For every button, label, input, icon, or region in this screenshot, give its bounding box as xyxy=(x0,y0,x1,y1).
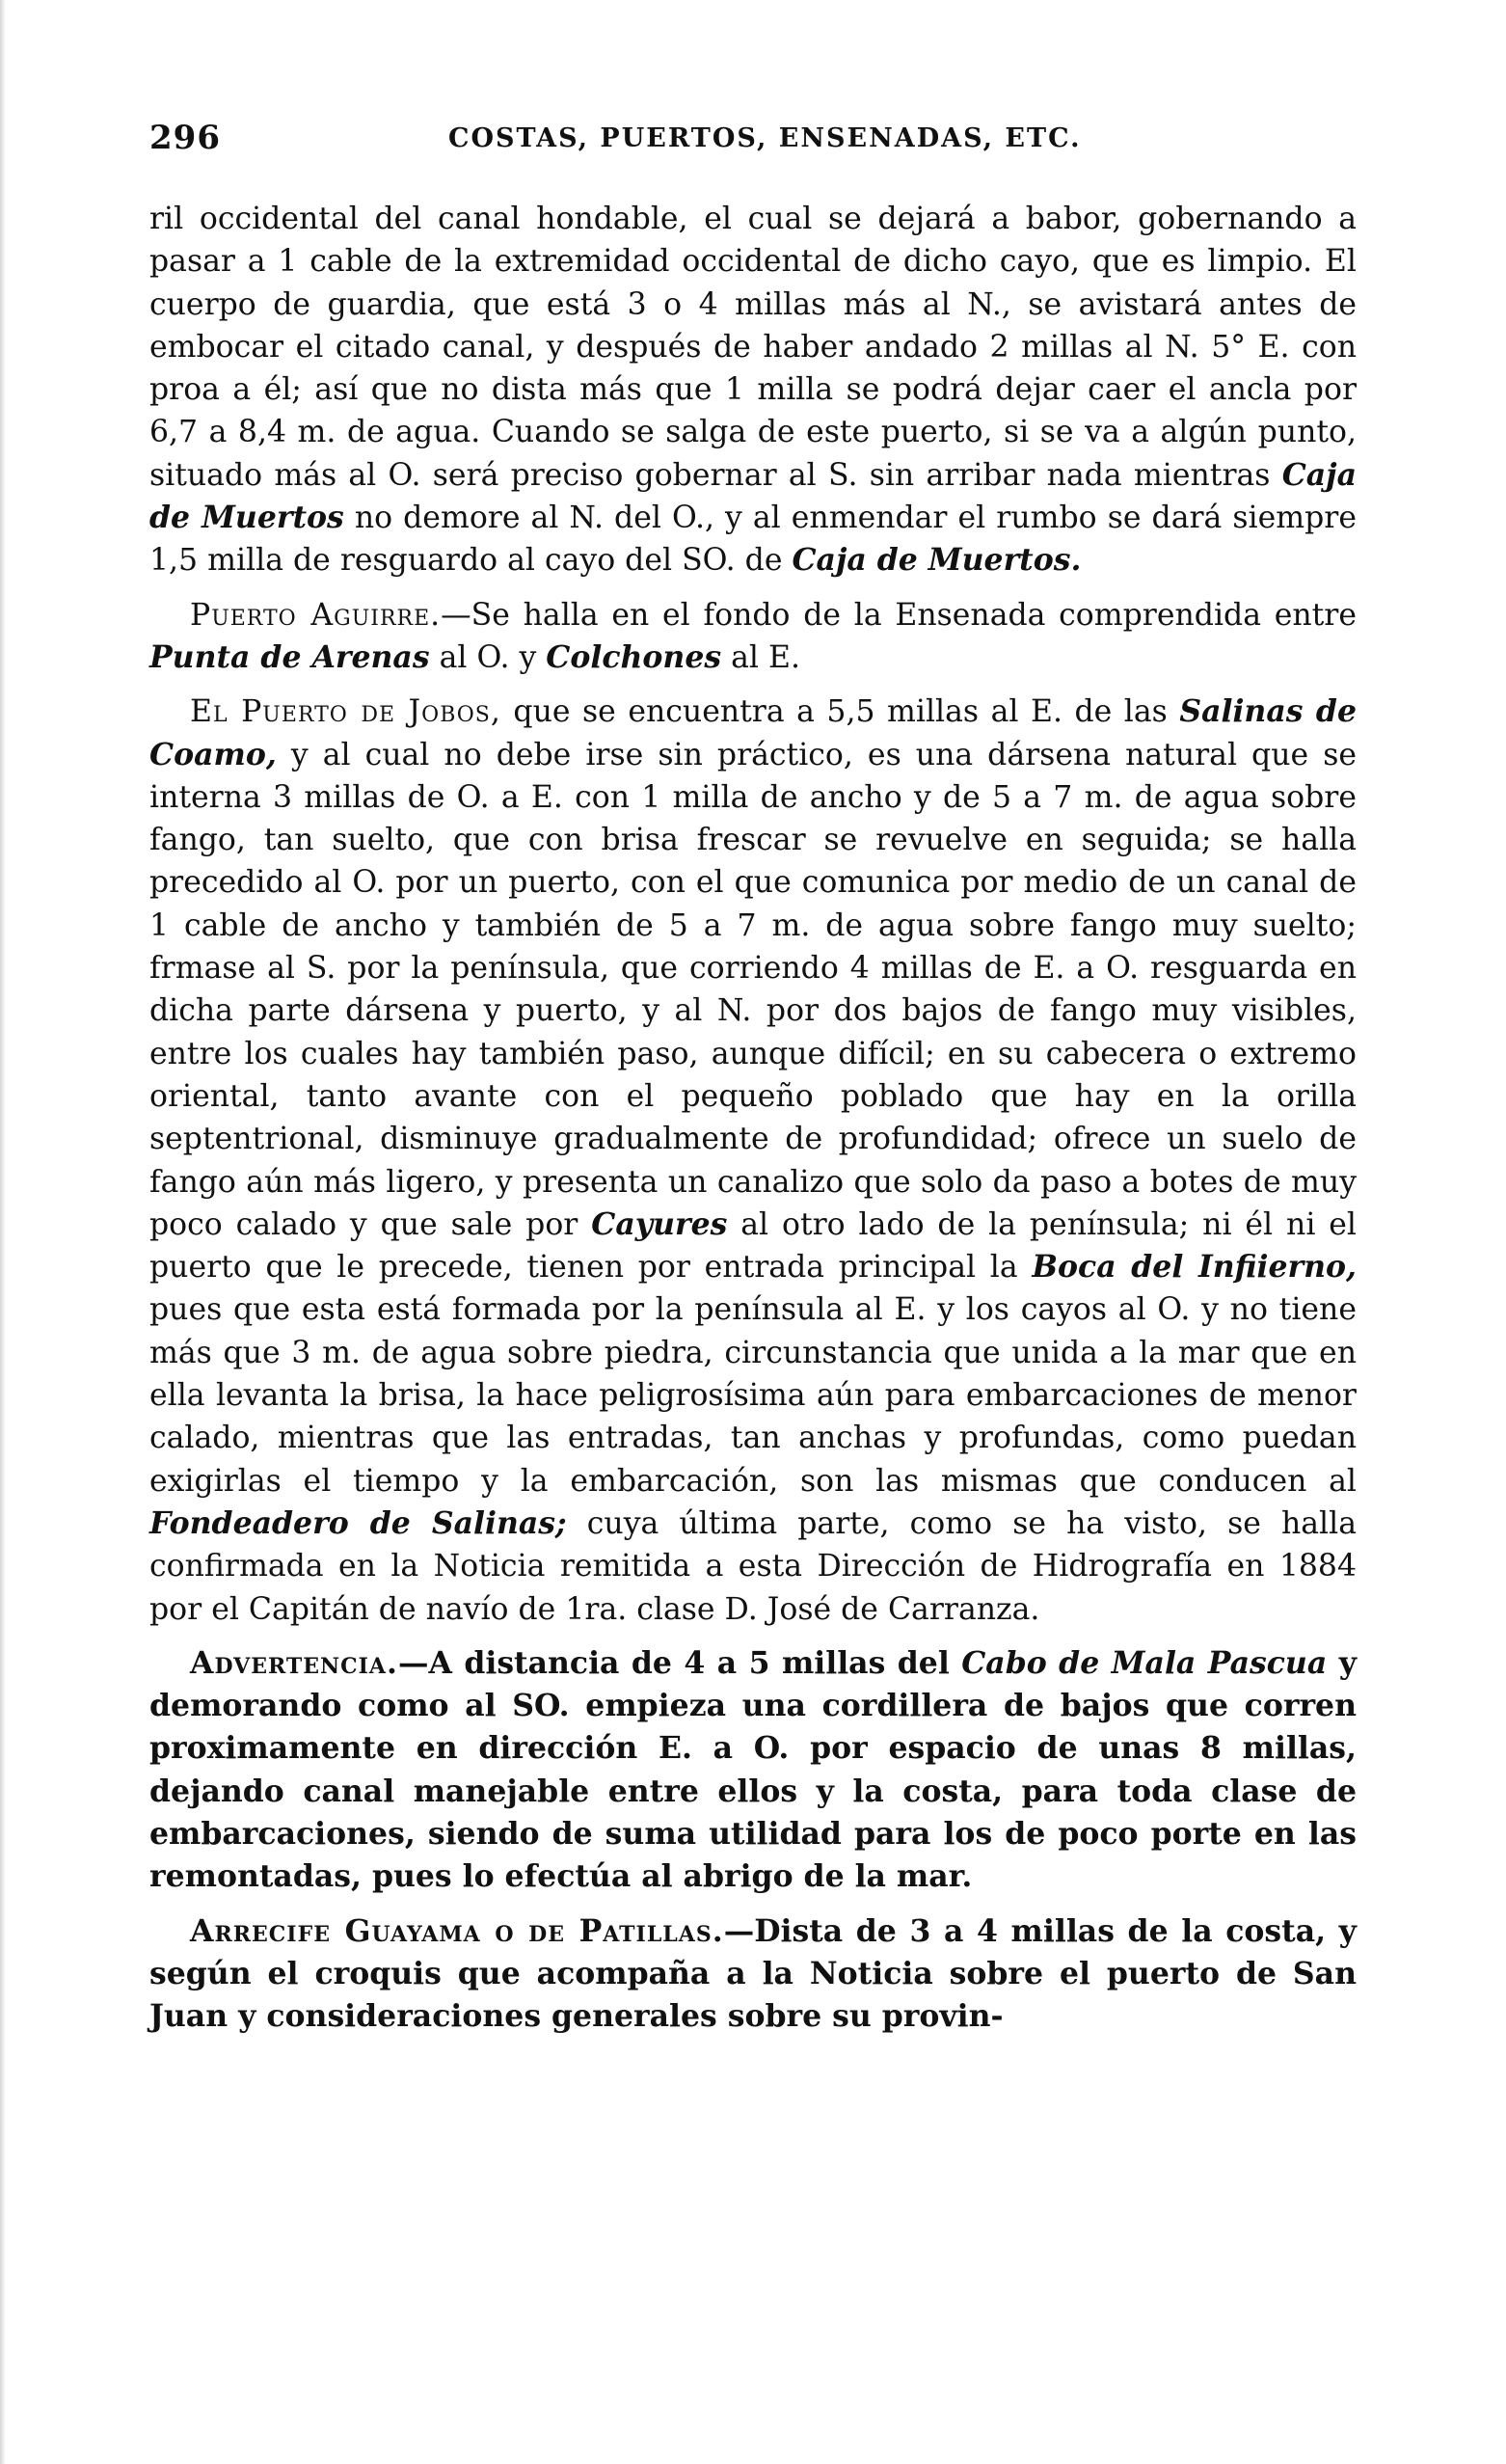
place-name: Colchones xyxy=(546,638,722,675)
place-name: Salinas de Coamo, xyxy=(149,693,1357,772)
section-heading: El Puerto de Jobos, xyxy=(190,694,501,730)
section-heading: Puerto Aguirre. xyxy=(190,597,442,633)
paragraph-text: cuya última parte, como se ha visto, se halla confirmada en la Noticia remitida a esta Dirección de Hidrografía en 1884 por el Capitán de navío de 1ra. clase D. José de Carranza. xyxy=(149,1505,1357,1627)
place-name: Caja de Muertos xyxy=(149,456,1357,536)
paragraph-text: pues que esta está formada por la península al E. y los cayos al O. y no tiene más que 3 m. de agua sobre piedra, circunstancia que unida a la mar que en ella levanta la brisa, la hace peligrosísima aún para embarcaciones de menor calado, mientras que las entradas, tan anchas y profundas, como puedan exigirlas el tiempo y la embarcación, son las mismas que conducen al xyxy=(149,1292,1357,1499)
place-name: Punta de Arenas xyxy=(149,638,430,675)
paragraph-arrecife-guayama xyxy=(149,1910,1357,2039)
place-name: Fondeadero de Salinas; xyxy=(149,1504,567,1541)
running-head: COSTAS, PUERTOS, ENSENADAS, ETC. xyxy=(448,123,1082,153)
section-heading: Arrecife Guayama o de Patillas. xyxy=(190,1912,724,1949)
paragraph-advertencia xyxy=(149,1642,1357,1899)
paragraph-continued xyxy=(149,198,1357,582)
paragraph-text: al O. y xyxy=(439,639,537,675)
paragraph-puerto-jobos xyxy=(149,690,1357,1631)
place-name: Boca del Infiierno, xyxy=(1032,1249,1358,1286)
paragraph-text: que se encuentra a 5,5 millas al E. de las xyxy=(513,694,1168,730)
paragraph-text: —Dista de 3 a 4 millas de la costa, y según el croquis que acompaña a la Noticia sobre el puerto de San Juan y consideraciones generales sobre su provin- xyxy=(149,1912,1357,2035)
page-header xyxy=(149,111,1357,169)
paragraph-text: al otro lado de la península; ni él ni el puerto que le precede, tienen por entrada principal la xyxy=(149,1206,1358,1286)
scan-edge-shadow xyxy=(0,0,6,2464)
page-number: 296 xyxy=(149,119,221,157)
place-name: Cayures xyxy=(591,1205,728,1242)
body-text xyxy=(149,198,1357,2038)
paragraph-text: no demore al N. del O., y al enmendar el rumbo se dará siempre 1,5 milla de resguardo al cayo del SO. de xyxy=(149,501,1357,579)
place-name: Caja de Muertos. xyxy=(792,542,1082,579)
paragraph-text: y al cual no debe irse sin práctico, es una dársena natural que se interna 3 millas de O. a E. con 1 milla de ancho y de 5 a 7 m. de agua sobre fango, tan suelto, que con brisa frescar se revuelve en seguida; se halla precedido al O. por un puerto, con el que comunica por medio de un canal de 1 cable de ancho y también de 5 a 7 m. de agua sobre fango muy suelto; frmase al S. por la península, que corriendo 4 millas de E. a O. resguarda en dicha parte dársena y puerto, y al N. por dos bajos de fango muy visibles, entre los cuales hay también paso, aunque difícil; en su cabecera o extremo oriental, tanto avante con el pequeño poblado que hay en la orilla septentrional, disminuye gradualmente de profundidad; ofrece un suelo de fango aún más ligero, y presenta un canalizo que solo da paso a botes de muy poco calado y que sale por xyxy=(149,737,1357,1242)
paragraph-text: y demorando como al SO. empieza una cordillera de bajos que corren proximamente en dirección E. a O. por espacio de unas 8 millas, dejando canal manejable entre ellos y la costa, para toda clase de embarcaciones, siendo de suma utilidad para los de poco porte en las remontadas, pues lo efectúa al abrigo de la mar. xyxy=(149,1644,1357,1895)
place-name: Cabo de Mala Pascua xyxy=(961,1644,1328,1681)
section-heading: Advertencia. xyxy=(190,1644,398,1681)
paragraph-text: —A distancia de 4 a 5 millas del xyxy=(397,1644,950,1681)
paragraph-text: ril occidental del canal hondable, el cual se dejará a babor, gobernando a pasar a 1 cable de la extremidad occidental de dicho cayo, que es limpio. El cuerpo de guardia, que está 3 o 4 millas más al N., se avistará antes de embocar el citado canal, y después de haber andado 2 millas al N. 5° E. con proa a él; así que no dista más que 1 milla se podrá dejar caer el ancla por 6,7 a 8,4 m. de agua. Cuando se salga de este puerto, si se va a algún punto, situado más al O. será preciso gobernar al S. sin arribar nada mientras xyxy=(149,202,1357,493)
paragraph-text: —Se halla en el fondo de la Ensenada comprendida entre xyxy=(441,597,1357,633)
paragraph-puerto-aguirre xyxy=(149,594,1357,680)
paragraph-text: al E. xyxy=(731,639,800,675)
